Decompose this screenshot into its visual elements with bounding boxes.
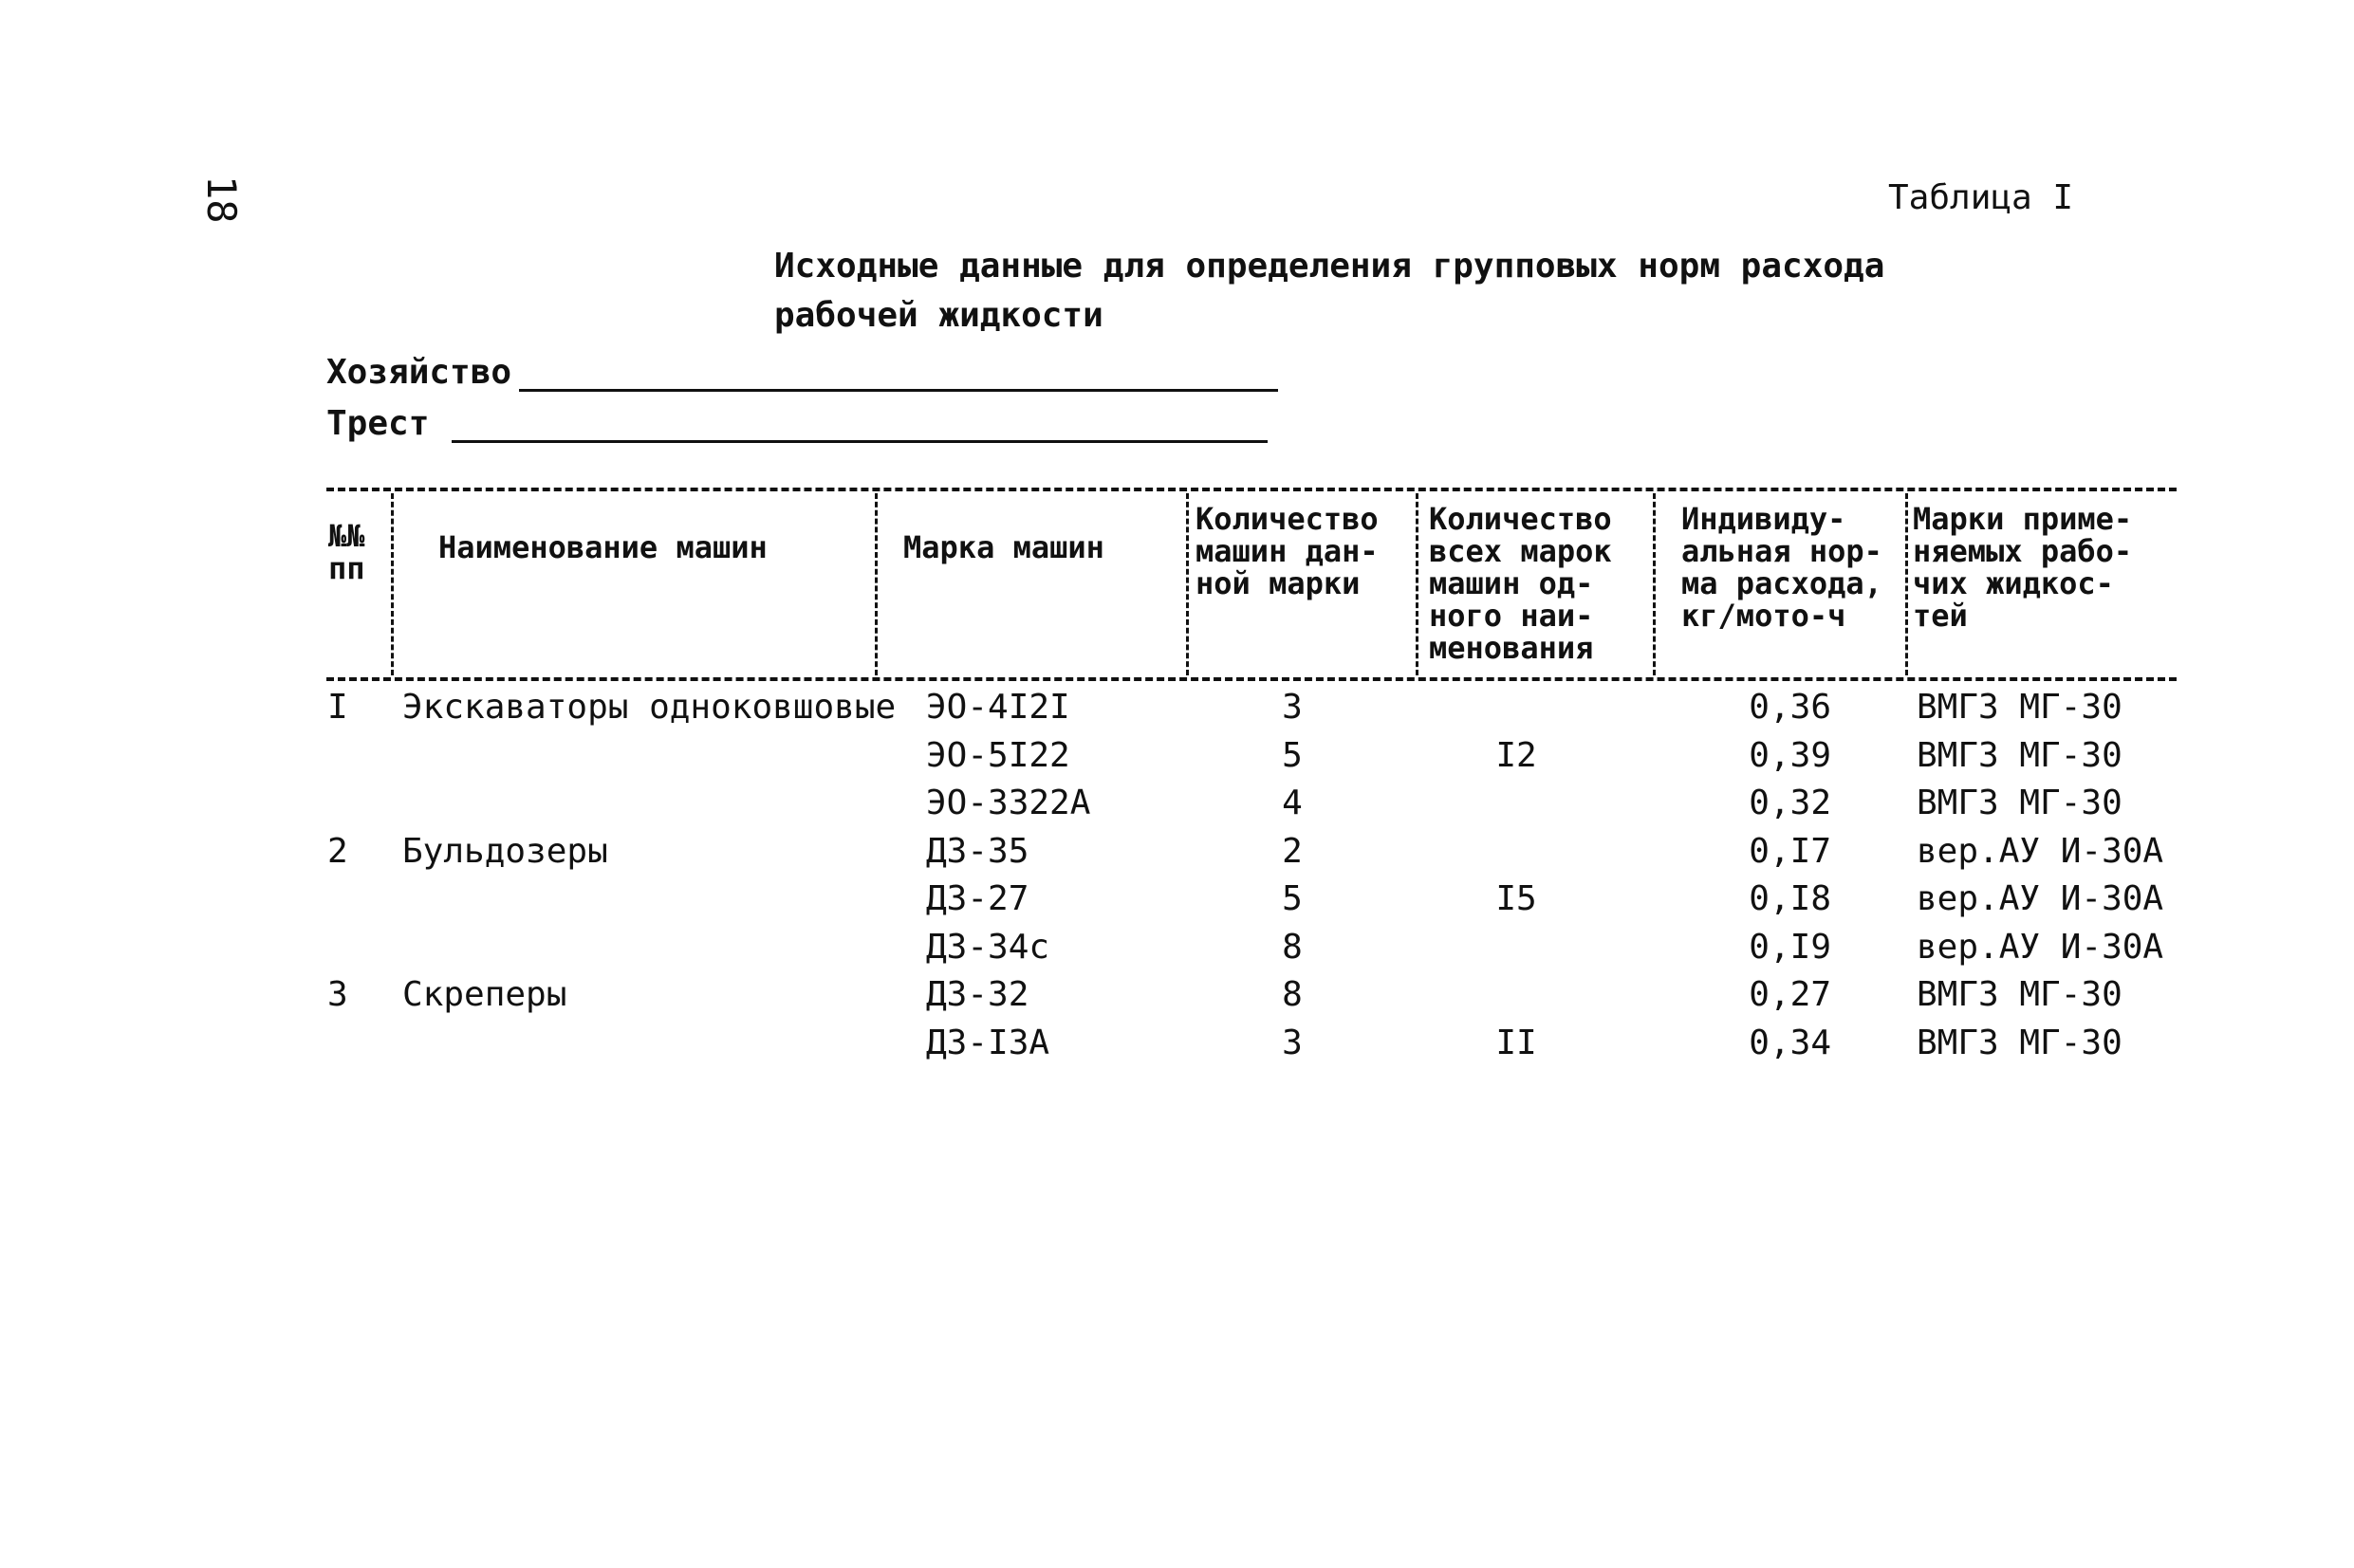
title-line-2: рабочей жидкости (774, 296, 1103, 335)
cell-fluid: ВМГЗ МГ-30 (1917, 975, 2122, 1014)
cell-fluid: ВМГЗ МГ-30 (1917, 784, 2122, 822)
cell-mark: ДЗ-32 (926, 975, 1029, 1014)
trust-blank-line (452, 433, 1268, 443)
cell-name: Скреперы (402, 975, 567, 1014)
cell-qty: 2 (1282, 832, 1303, 871)
cell-name: Экскаваторы одноковшовые (402, 688, 897, 727)
farm-blank-line (519, 381, 1278, 392)
cell-qty: 5 (1282, 879, 1303, 918)
cell-mark: ЭО-5I22 (926, 736, 1070, 775)
trust-field (326, 404, 1268, 443)
header-number: №№ пп (328, 518, 365, 586)
cell-norm: 0,I9 (1749, 928, 1831, 967)
cell-qty: 8 (1282, 928, 1303, 967)
cell-norm: 0,32 (1749, 784, 1831, 822)
trust-label: Трест (326, 404, 430, 443)
cell-mark: ДЗ-35 (926, 832, 1029, 871)
page-number: 18 (198, 175, 245, 224)
cell-total: I5 (1495, 879, 1537, 918)
header-bottom-rule (326, 677, 2177, 681)
document-title (774, 242, 1884, 341)
header-machine-mark: Марка машин (903, 529, 1104, 565)
header-norm: Индивиду- альная нор- ма расхода, кг/мото-ч (1681, 501, 1882, 634)
cell-num: I (327, 688, 348, 727)
cell-fluid: вер.АУ И-30А (1917, 928, 2164, 967)
column-separator (875, 493, 878, 675)
cell-name: Бульдозеры (402, 832, 608, 871)
cell-norm: 0,39 (1749, 736, 1831, 775)
header-machine-name: Наименование машин (438, 529, 768, 565)
cell-norm: 0,27 (1749, 975, 1831, 1014)
header-total: Количество всех марок машин од- ного наи- менования (1429, 501, 1612, 666)
farm-field (326, 353, 1278, 392)
cell-qty: 4 (1282, 784, 1303, 822)
cell-mark: ЭО-3322А (926, 784, 1091, 822)
header-quantity: Количество машин дан- ной марки (1196, 501, 1379, 601)
cell-fluid: ВМГЗ МГ-30 (1917, 688, 2122, 727)
farm-label: Хозяйство (326, 353, 512, 392)
cell-norm: 0,I8 (1749, 879, 1831, 918)
cell-num: 3 (327, 975, 348, 1014)
cell-qty: 8 (1282, 975, 1303, 1014)
column-separator (1416, 493, 1418, 675)
cell-mark: ЭО-4I2I (926, 688, 1070, 727)
cell-norm: 0,36 (1749, 688, 1831, 727)
cell-norm: 0,I7 (1749, 832, 1831, 871)
cell-fluid: ВМГЗ МГ-30 (1917, 736, 2122, 775)
cell-qty: 3 (1282, 688, 1303, 727)
table-label: Таблица I (1888, 178, 2074, 217)
column-separator (391, 493, 394, 675)
title-line-1: Исходные данные для определения групповых норм расхода (774, 247, 1885, 286)
cell-total: I2 (1495, 736, 1537, 775)
cell-fluid: ВМГЗ МГ-30 (1917, 1024, 2122, 1062)
cell-fluid: вер.АУ И-30А (1917, 879, 2164, 918)
column-separator (1653, 493, 1656, 675)
cell-mark: ДЗ-27 (926, 879, 1029, 918)
header-top-rule (326, 488, 2177, 491)
cell-mark: ДЗ-I3А (926, 1024, 1050, 1062)
cell-norm: 0,34 (1749, 1024, 1831, 1062)
cell-qty: 3 (1282, 1024, 1303, 1062)
cell-mark: ДЗ-34с (926, 928, 1050, 967)
cell-total: II (1495, 1024, 1537, 1062)
cell-fluid: вер.АУ И-30А (1917, 832, 2164, 871)
cell-qty: 5 (1282, 736, 1303, 775)
header-fluid: Марки приме- няемых рабо- чих жидкос- тей (1913, 501, 2133, 634)
column-separator (1186, 493, 1189, 675)
cell-num: 2 (327, 832, 348, 871)
column-separator (1905, 493, 1908, 675)
